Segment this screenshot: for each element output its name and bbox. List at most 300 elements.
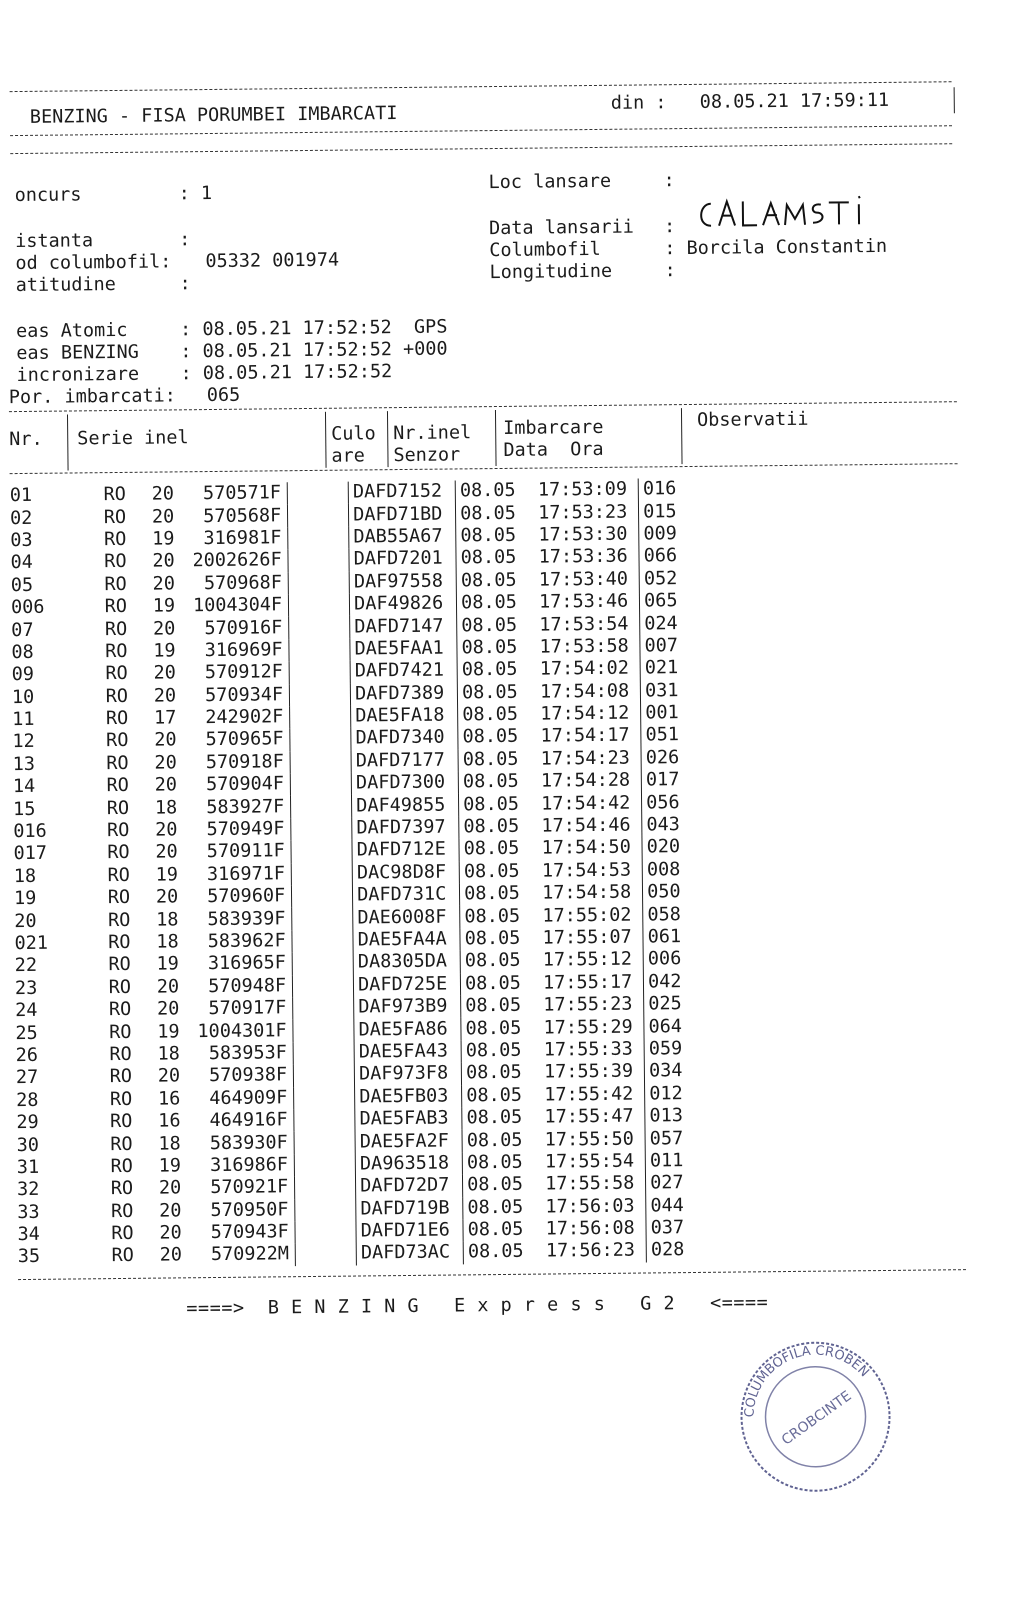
row-year: 20 [152, 550, 175, 572]
row-time: 17:53:46 [538, 590, 629, 613]
row-country: RO [109, 1021, 132, 1043]
row-date: 08.05 [467, 1196, 524, 1219]
latitudine-value: : [179, 273, 191, 295]
row-observation: 051 [641, 724, 706, 747]
row-sensor: DAE6008F [353, 906, 460, 930]
row-sex: F [277, 1198, 289, 1221]
row-ring: 570934 [204, 684, 273, 706]
row-observation: 013 [645, 1105, 710, 1128]
table-header-bottom-rule [10, 463, 958, 474]
row-color [293, 1041, 354, 1064]
row-sensor: DAF97558 [349, 570, 456, 594]
row-number: 20 [14, 910, 37, 932]
loc-label: Loc lansare [488, 170, 612, 194]
row-color [291, 817, 352, 840]
row-year: 20 [156, 998, 180, 1020]
clock-atomic-value: : 08.05.21 17:52:52 GPS [179, 316, 448, 341]
clock-sync-row [16, 361, 393, 387]
row-color [292, 929, 353, 952]
document-title: BENZING - FISA PORUMBEI IMBARCATI [29, 103, 398, 128]
row-time: 17:53:40 [538, 568, 629, 591]
row-sensor: DAFD7300 [351, 772, 458, 796]
row-date: 08.05 [461, 681, 518, 704]
row-sensor: DAFD7201 [349, 548, 456, 572]
row-number: 11 [12, 708, 35, 731]
row-datetime [457, 613, 640, 637]
header-bottom-rule-2 [10, 143, 952, 154]
row-date: 08.05 [462, 771, 519, 793]
row-number: 05 [10, 574, 34, 596]
row-time: 17:55:23 [543, 993, 633, 1016]
row-date: 08.05 [460, 502, 516, 524]
row-datetime [458, 702, 641, 726]
row-date: 08.05 [465, 994, 522, 1017]
row-color [289, 638, 350, 661]
row-ring: 316986 [209, 1154, 277, 1176]
col-senzor-header: Senzor [393, 444, 461, 467]
row-date: 08.05 [466, 1151, 523, 1174]
row-time: 17:55:47 [544, 1105, 634, 1128]
row-date: 08.05 [466, 1129, 523, 1151]
row-ring: 316981 [203, 527, 271, 550]
row-time: 17:55:42 [544, 1083, 634, 1106]
row-color [294, 1086, 355, 1109]
row-datetime [461, 1061, 644, 1085]
row-sex: F [270, 572, 283, 594]
row-date: 08.05 [461, 659, 518, 681]
row-date: 08.05 [464, 883, 520, 905]
row-country: RO [105, 685, 129, 707]
row-year: 20 [158, 1177, 182, 1199]
row-sex: F [272, 728, 284, 750]
row-country: RO [103, 484, 126, 506]
row-datetime [462, 1150, 645, 1174]
row-number: 04 [10, 552, 33, 574]
row-number: 28 [16, 1089, 39, 1111]
row-sex: F [276, 1086, 288, 1109]
date-value: 08.05.21 17:59:11 [699, 89, 890, 113]
longitudine-row [489, 260, 676, 284]
row-number: 021 [14, 932, 49, 955]
row-time: 17:54:12 [540, 702, 630, 725]
row-date: 08.05 [460, 547, 517, 569]
row-sex: F [275, 1042, 287, 1064]
row-sensor: DAFD71BD [349, 503, 456, 527]
count-row [8, 384, 241, 409]
row-sex: F [272, 706, 284, 728]
row-observation: 056 [642, 791, 707, 814]
row-time: 17:54:17 [540, 725, 630, 748]
row-time: 17:54:42 [541, 792, 631, 815]
row-sensor: DAE5FA86 [354, 1018, 461, 1042]
club-stamp [735, 1336, 897, 1498]
row-observation: 044 [646, 1194, 711, 1217]
row-time: 17:55:07 [542, 926, 632, 949]
row-sensor: DAF49826 [350, 592, 457, 616]
row-color [291, 840, 352, 863]
row-year: 20 [152, 617, 176, 640]
row-number: 12 [12, 731, 35, 753]
row-date: 08.05 [463, 838, 520, 860]
row-sex: F [273, 885, 286, 907]
row-number: 006 [10, 596, 45, 619]
row-time: 17:54:08 [539, 680, 630, 703]
row-country: RO [104, 551, 127, 573]
row-time: 17:53:36 [538, 546, 628, 568]
row-ring: 570918 [205, 751, 273, 773]
row-country: RO [110, 1200, 134, 1222]
row-sensor: DA8305DA [353, 951, 460, 975]
row-country: RO [109, 1043, 132, 1066]
row-sensor: DAFD7152 [348, 480, 455, 504]
row-country: RO [110, 1178, 134, 1200]
row-time: 17:56:23 [545, 1240, 636, 1263]
data-lansarii-value: : [663, 216, 676, 238]
count-value: 065 [206, 384, 241, 407]
row-sensor: DAFD7177 [351, 749, 458, 773]
cod-row [15, 249, 340, 275]
row-sensor: DAF973F8 [354, 1063, 461, 1087]
row-observation: 026 [641, 747, 706, 770]
row-date: 08.05 [462, 703, 519, 726]
row-year: 20 [152, 573, 176, 595]
clock-sync-value: : 08.05.21 17:52:52 [180, 361, 393, 385]
longitudine-label: Longitudine [489, 260, 613, 284]
row-sex: F [276, 1154, 289, 1176]
row-sensor: DAE5FAB3 [355, 1107, 462, 1131]
row-country: RO [110, 1110, 133, 1133]
row-sensor: DAFD712E [352, 839, 459, 863]
date-label: din : [610, 92, 667, 114]
row-number: 23 [14, 977, 38, 999]
row-ring: 1004304 [192, 594, 272, 617]
row-year: 18 [158, 1132, 181, 1155]
row-observation: 034 [644, 1060, 709, 1083]
row-color [294, 1108, 355, 1131]
data-lansarii-label: Data lansarii [488, 216, 634, 240]
row-color [288, 549, 349, 572]
row-datetime [460, 971, 643, 995]
row-color [290, 705, 351, 728]
row-datetime [458, 747, 641, 771]
row-ring: 570948 [208, 975, 276, 997]
row-observation: 016 [638, 478, 703, 501]
row-ring: 464916 [209, 1109, 277, 1132]
row-observation: 006 [643, 948, 708, 971]
row-observation: 024 [640, 612, 705, 635]
row-datetime [460, 904, 643, 928]
row-sex: F [270, 594, 283, 616]
row-color [294, 1153, 355, 1176]
clock-atomic-label: eas Atomic [16, 319, 128, 343]
row-year: 19 [156, 953, 180, 976]
row-sensor: DAFD731C [353, 883, 460, 907]
row-year: 18 [157, 1043, 180, 1065]
stamp-center: CROBCINTE [778, 1388, 855, 1449]
row-sex: F [273, 840, 285, 862]
row-year: 16 [157, 1088, 181, 1110]
row-datetime [463, 1240, 646, 1264]
row-time: 17:54:28 [540, 769, 631, 792]
row-time: 17:55:12 [542, 949, 633, 971]
row-ring: 583939 [207, 907, 275, 930]
row-number: 30 [16, 1134, 40, 1156]
row-color [295, 1198, 356, 1221]
row-number: 27 [15, 1067, 39, 1089]
row-year: 19 [152, 595, 176, 617]
row-color [294, 1131, 355, 1154]
row-datetime [458, 770, 641, 794]
row-country: RO [111, 1245, 134, 1267]
row-color [293, 1019, 354, 1042]
row-sensor: DAFD7389 [350, 682, 457, 706]
row-sex: F [276, 1131, 288, 1153]
clock-atomic-row [16, 316, 448, 343]
row-sex: F [271, 683, 284, 706]
row-time: 17:54:02 [539, 657, 630, 680]
row-observation: 058 [643, 903, 708, 926]
row-sensor: DAF973B9 [354, 995, 461, 1019]
row-year: 20 [157, 1065, 181, 1087]
row-datetime [456, 523, 639, 547]
row-year: 20 [153, 662, 176, 684]
row-color [288, 526, 349, 549]
columbofil-value: : Borcila Constantin [664, 235, 888, 260]
row-time: 17:54:23 [540, 747, 630, 770]
row-number: 22 [14, 955, 38, 977]
row-country: RO [109, 1066, 133, 1088]
row-year: 20 [151, 483, 175, 505]
row-year: 20 [159, 1244, 183, 1267]
row-ring: 570943 [210, 1221, 278, 1244]
row-date: 08.05 [463, 860, 520, 883]
row-sex: F [275, 1064, 288, 1086]
col-are-header: are [331, 445, 365, 467]
col-divider-5 [681, 408, 683, 464]
header-right-bar [954, 87, 955, 113]
row-time: 17:55:29 [543, 1016, 633, 1039]
row-sex: F [274, 930, 286, 952]
col-divider-3 [387, 411, 389, 467]
row-sensor: DAE5FA2F [355, 1130, 462, 1154]
row-year: 20 [154, 752, 177, 774]
row-country: RO [106, 775, 129, 797]
concurs-value: : 1 [178, 182, 213, 205]
row-sensor: DAE5FAA1 [350, 637, 457, 661]
row-number: 29 [16, 1111, 39, 1134]
row-ring: 570949 [206, 818, 274, 841]
row-country: RO [109, 1088, 133, 1110]
row-ring: 570965 [205, 728, 273, 751]
row-year: 17 [153, 707, 177, 729]
row-country: RO [106, 752, 129, 774]
row-time: 17:54:58 [542, 881, 632, 904]
col-serie-header: Serie inel [77, 427, 189, 450]
row-number: 25 [15, 1022, 38, 1044]
row-time: 17:55:17 [542, 971, 633, 994]
row-ring: 2002626 [192, 549, 271, 572]
row-color [295, 1220, 356, 1243]
row-year: 20 [153, 685, 177, 707]
row-color [291, 862, 352, 885]
row-ring: 316971 [206, 863, 274, 885]
row-number: 09 [11, 664, 35, 686]
row-observation: 015 [639, 500, 704, 523]
row-sensor: DAFD7340 [351, 727, 458, 751]
clock-sync-label: incronizare [16, 363, 140, 387]
row-time: 17:53:23 [538, 501, 628, 524]
row-sex: F [272, 795, 285, 818]
row-year: 20 [155, 886, 179, 908]
row-year: 20 [159, 1222, 182, 1244]
row-datetime [460, 949, 643, 973]
row-sensor: DAFD7397 [352, 816, 459, 840]
row-color [290, 773, 351, 796]
row-observation: 001 [641, 702, 706, 725]
row-country: RO [104, 596, 128, 618]
row-datetime [461, 1038, 644, 1062]
row-year: 20 [151, 505, 175, 528]
row-color [288, 571, 349, 594]
table-bottom-rule [18, 1269, 966, 1280]
row-sex: F [270, 549, 282, 571]
latitudine-row [15, 273, 191, 297]
row-date: 08.05 [465, 1062, 522, 1084]
row-datetime [462, 1083, 645, 1107]
row-observation: 043 [642, 814, 707, 837]
row-sensor: DAC98D8F [352, 861, 459, 885]
row-country: RO [110, 1155, 133, 1178]
row-number: 24 [15, 1000, 38, 1022]
row-sensor: DAFD73AC [356, 1242, 463, 1266]
stamp-text: COLUMBOFILA CROBEN [742, 1343, 872, 1418]
row-time: 17:55:02 [542, 904, 632, 927]
row-time: 17:56:08 [545, 1217, 635, 1240]
row-year: 20 [155, 841, 178, 864]
row-ring: 570916 [204, 616, 272, 639]
row-ring: 583953 [208, 1042, 276, 1065]
row-sex: F [271, 639, 283, 661]
row-number: 34 [17, 1223, 40, 1246]
row-datetime [456, 568, 639, 592]
row-color [289, 616, 350, 639]
row-sex: F [276, 1109, 288, 1131]
row-time: 17:53:54 [539, 613, 629, 636]
row-country: RO [111, 1222, 134, 1245]
row-sensor: DAFD72D7 [356, 1175, 463, 1199]
row-country: RO [107, 864, 130, 886]
row-color [293, 974, 354, 997]
row-date: 08.05 [465, 1039, 522, 1062]
latitudine-label: atitudine [15, 274, 116, 297]
row-time: 17:55:33 [543, 1038, 634, 1061]
loc-row [488, 170, 675, 194]
row-time: 17:55:39 [543, 1060, 634, 1083]
row-number: 017 [13, 843, 48, 865]
row-sex: F [273, 818, 285, 840]
row-datetime [459, 859, 642, 883]
distanta-label: istanta [15, 230, 94, 253]
row-sensor: DAE5FA43 [354, 1040, 461, 1064]
row-country: RO [106, 797, 130, 819]
row-observation: 027 [646, 1172, 711, 1195]
row-datetime [457, 658, 640, 682]
row-ring: 570921 [210, 1176, 278, 1199]
row-datetime [459, 814, 642, 838]
row-number: 08 [11, 641, 34, 664]
row-number: 19 [13, 888, 37, 910]
row-date: 08.05 [464, 905, 521, 927]
col-divider-4 [495, 410, 497, 466]
row-country: RO [107, 842, 130, 864]
row-observation: 017 [641, 769, 706, 792]
row-country: RO [110, 1133, 133, 1155]
row-sex: F [269, 482, 282, 504]
row-number: 26 [15, 1044, 39, 1067]
row-ring: 570922 [210, 1243, 278, 1266]
row-sensor: DAFD7147 [350, 615, 457, 639]
row-datetime [458, 725, 641, 749]
row-color [289, 594, 350, 617]
row-sensor: DAE5FA18 [351, 704, 458, 728]
row-datetime [457, 680, 640, 704]
row-color [293, 997, 354, 1020]
clock-benzing-label: eas BENZING [16, 341, 139, 365]
row-year: 19 [153, 640, 176, 662]
row-datetime [461, 1016, 644, 1040]
row-date: 08.05 [465, 1017, 522, 1039]
distanta-value: : [179, 229, 191, 251]
row-sex: M [277, 1243, 290, 1265]
clock-benzing-row [16, 338, 448, 365]
row-observation: 007 [640, 635, 705, 658]
row-datetime [457, 590, 640, 614]
row-date: 08.05 [463, 793, 520, 816]
row-ring: 316969 [204, 639, 272, 662]
row-number: 35 [17, 1246, 41, 1268]
longitudine-value: : [664, 260, 676, 282]
row-year: 20 [154, 729, 177, 752]
row-date: 08.05 [467, 1241, 524, 1263]
row-sensor: DAFD725E [354, 973, 461, 997]
row-year: 20 [159, 1200, 182, 1222]
row-year: 20 [155, 819, 178, 841]
col-dataora-header: Data Ora [503, 438, 604, 461]
row-ring: 570968 [203, 572, 271, 594]
row-country: RO [106, 819, 130, 842]
row-time: 17:56:03 [545, 1195, 635, 1218]
row-sex: F [272, 751, 284, 773]
row-ring: 583927 [206, 796, 274, 818]
row-year: 20 [156, 976, 180, 998]
row-color [292, 952, 353, 975]
row-color [288, 504, 349, 527]
row-color [292, 907, 353, 930]
count-label: Por. imbarcati: [8, 385, 176, 409]
row-time: 17:53:30 [538, 523, 628, 546]
row-date: 08.05 [466, 1106, 523, 1129]
row-time: 17:55:50 [544, 1128, 634, 1151]
row-datetime [462, 1105, 645, 1129]
row-ring: 570904 [205, 773, 273, 796]
row-date: 08.05 [460, 524, 517, 547]
row-color [295, 1176, 356, 1199]
row-country: RO [105, 663, 128, 685]
row-color [293, 1064, 354, 1087]
concurs-label: oncurs [14, 184, 82, 207]
row-ring: 583962 [207, 930, 275, 953]
col-imbarcare-header: Imbarcare [503, 416, 604, 439]
